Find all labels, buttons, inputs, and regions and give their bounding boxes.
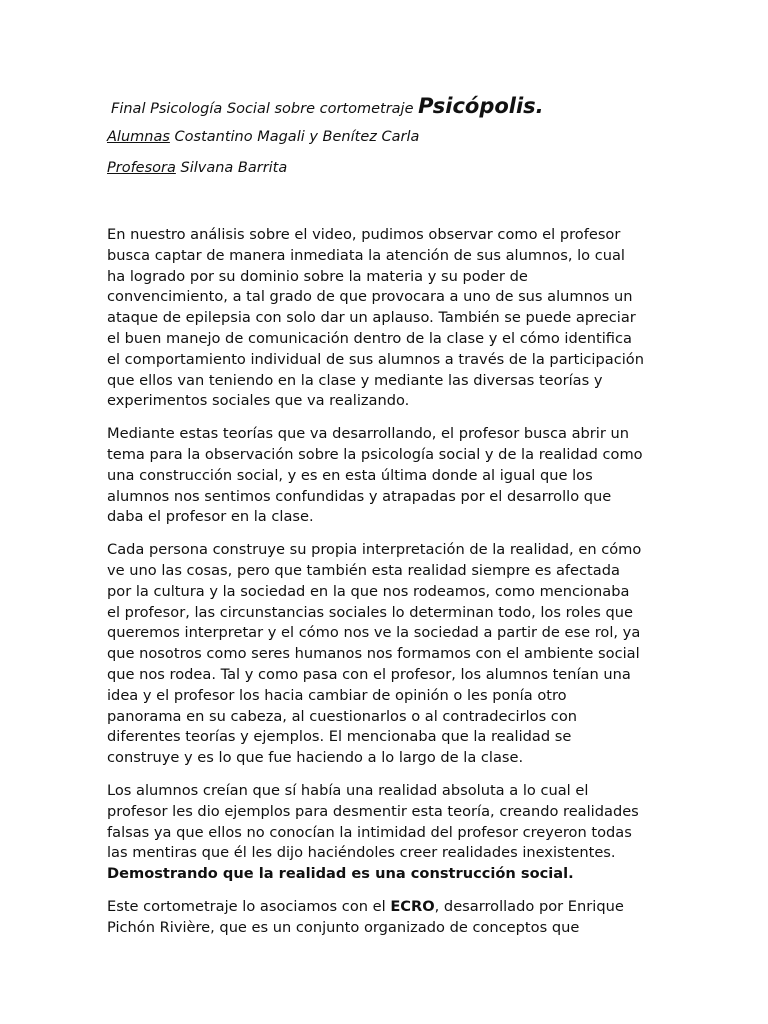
text-line: por la cultura y la sociedad en la que nos rodeamos, como mencionaba xyxy=(107,582,630,600)
text-line xyxy=(107,897,672,918)
text-line: Mediante estas teorías que va desarrollando, el profesor busca abrir un xyxy=(107,425,629,443)
text-line: queremos interpretar y el cómo nos ve la sociedad a partir de ese rol, ya xyxy=(107,624,641,642)
text-segment: , desarrollado por Enrique xyxy=(434,897,624,915)
students-value: Costantino Magali y Benítez Carla xyxy=(169,129,420,145)
title-prefix: Final Psicología Social sobre cortometraje xyxy=(111,101,419,117)
teacher-line xyxy=(107,158,707,178)
text-line: ve uno las cosas, pero que también esta realidad siempre es afectada xyxy=(107,561,620,579)
text-line: que nos rodea. Tal y como pasa con el profesor, los alumnos tenían una xyxy=(107,665,631,683)
students-line xyxy=(107,127,707,147)
text-line: idea y el profesor los hacia cambiar de opinión o les ponía otro xyxy=(107,686,567,704)
text-line: falsas ya que ellos no conocían la intimidad del profesor creyeron todas xyxy=(107,823,632,841)
text-line: el buen manejo de comunicación dentro de la clase y el cómo identifica xyxy=(107,329,632,347)
paragraph-2 xyxy=(107,424,672,528)
text-line: que ellos van teniendo en la clase y mediante las diversas teorías y xyxy=(107,371,603,389)
text-line: las mentiras que él les dijo haciéndoles creer realidades inexistentes. xyxy=(107,844,616,862)
text-line: tema para la observación sobre la psicología social y de la realidad como xyxy=(107,445,643,463)
paragraph-5 xyxy=(107,897,672,939)
text-line: diferentes teorías y ejemplos. El mencionaba que la realidad se xyxy=(107,728,572,746)
text-line: el comportamiento individual de sus alumnos a través de la participación xyxy=(107,350,644,368)
text-line: una construcción social, y es en esta última donde al igual que los xyxy=(107,466,593,484)
document-header xyxy=(107,92,707,189)
text-line: que nosotros como seres humanos nos formamos con el ambiente social xyxy=(107,645,640,663)
text-line: experimentos sociales que va realizando. xyxy=(107,392,410,410)
title-main: Psicópolis. xyxy=(418,94,544,118)
paragraph-1 xyxy=(107,225,672,412)
text-line: En nuestro análisis sobre el video, pudimos observar como el profesor xyxy=(107,226,621,243)
ecro-term: ECRO xyxy=(390,897,435,915)
text-line: daba el profesor en la clase. xyxy=(107,508,314,526)
document-title xyxy=(111,92,707,123)
teacher-label: Profesora xyxy=(107,160,176,176)
text-line: profesor les dio ejemplos para desmentir esta teoría, creando realidades xyxy=(107,802,639,820)
paragraph-3 xyxy=(107,540,672,769)
document-body xyxy=(107,225,672,951)
text-segment: Este cortometraje lo asociamos con el xyxy=(107,897,391,915)
text-line: el profesor, las circunstancias sociales lo determinan todo, los roles que xyxy=(107,603,633,621)
text-line: panorama en su cabeza, al cuestionarlos o al contradecirlos con xyxy=(107,707,578,725)
text-line: ha logrado por su dominio sobre la materia y su poder de xyxy=(107,267,528,285)
text-line: convencimiento, a tal grado de que provocara a uno de sus alumnos un xyxy=(107,288,633,306)
text-line: Cada persona construye su propia interpretación de la realidad, en cómo xyxy=(107,541,642,559)
text-line: busca captar de manera inmediata la atención de sus alumnos, lo cual xyxy=(107,246,625,264)
text-line: alumnos nos sentimos confundidas y atrapadas por el desarrollo que xyxy=(107,487,612,505)
bold-conclusion: Demostrando que la realidad es una construcción social. xyxy=(107,865,574,883)
text-line: construye y es lo que fue haciendo a lo largo de la clase. xyxy=(107,749,524,767)
text-line: Los alumnos creían que sí había una realidad absoluta a lo cual el xyxy=(107,781,589,799)
text-line: Pichón Rivière, que es un conjunto organizado de conceptos que xyxy=(107,918,580,936)
students-label: Alumnas xyxy=(107,129,170,145)
paragraph-4 xyxy=(107,781,672,885)
text-line: ataque de epilepsia con solo dar un aplauso. También se puede apreciar xyxy=(107,309,636,327)
text-line-bold xyxy=(107,864,672,885)
teacher-value: Silvana Barrita xyxy=(175,160,288,176)
